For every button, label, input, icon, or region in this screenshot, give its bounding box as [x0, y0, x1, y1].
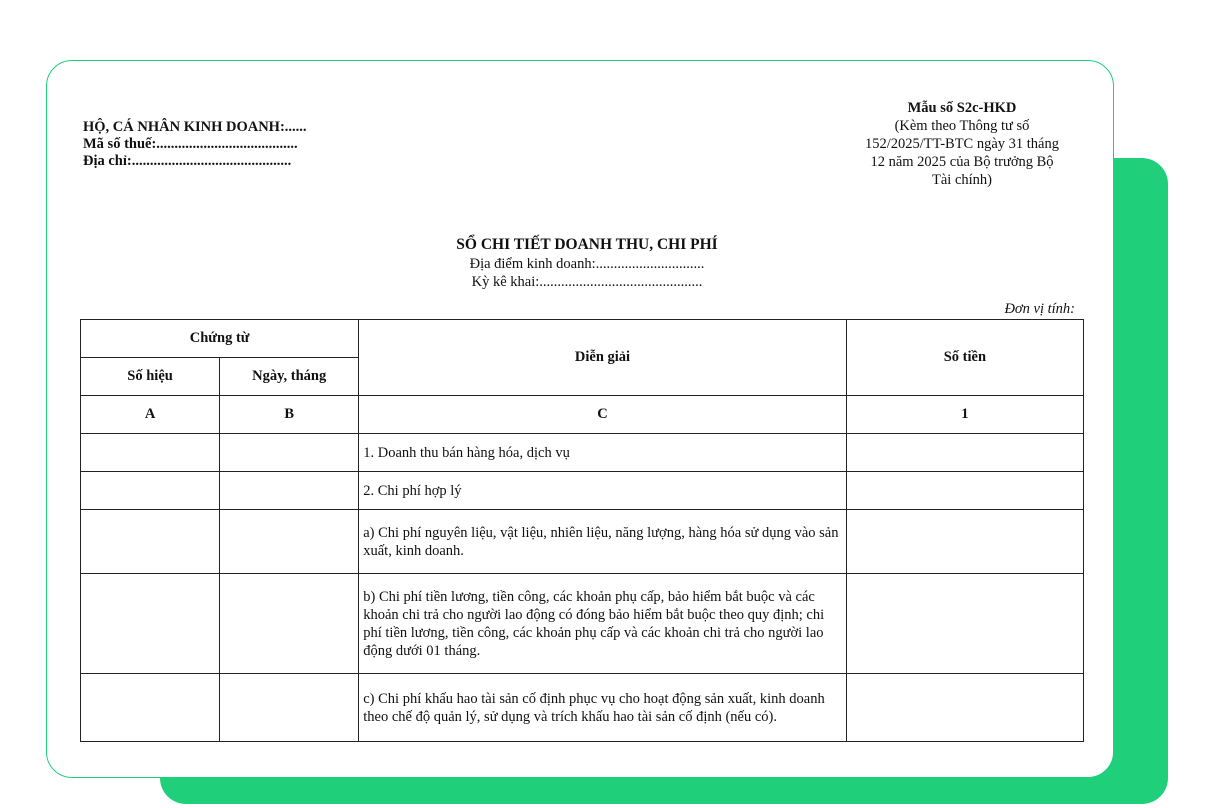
form-reference-line-3: 12 năm 2025 của Bộ trưởng Bộ — [870, 154, 1054, 170]
voucher-group-header: Chứng từ — [81, 320, 359, 358]
form-reference-block — [837, 99, 1087, 189]
description-cell: a) Chi phí nguyên liệu, vật liệu, nhiên liệu, năng lượng, hàng hóa sử dụng vào sản xuất, kinh doanh. — [359, 510, 846, 574]
voucher-date-cell[interactable] — [220, 574, 359, 674]
form-number: Mẫu số S2c-HKD — [907, 100, 1017, 116]
table-row — [81, 510, 1084, 574]
column-code: B — [220, 396, 359, 434]
amount-cell[interactable] — [846, 434, 1083, 472]
document-title-block — [347, 235, 827, 291]
tax-code-line: Mã số thuế:....................................... — [83, 136, 298, 152]
amount-cell[interactable] — [846, 510, 1083, 574]
voucher-date-cell[interactable] — [220, 472, 359, 510]
address-line: Địa chỉ:............................................ — [83, 153, 292, 169]
amount-cell[interactable] — [846, 472, 1083, 510]
table-row — [81, 472, 1084, 510]
document-card — [46, 60, 1114, 778]
unit-label: Đơn vị tính: — [1004, 301, 1075, 317]
description-cell: 2. Chi phí hợp lý — [359, 472, 846, 510]
voucher-number-cell[interactable] — [81, 510, 220, 574]
column-code: A — [81, 396, 220, 434]
form-reference-line-1: (Kèm theo Thông tư số — [894, 118, 1030, 134]
ledger-table — [80, 319, 1084, 742]
voucher-number-header: Số hiệu — [81, 358, 220, 396]
voucher-date-cell[interactable] — [220, 674, 359, 742]
voucher-number-cell[interactable] — [81, 472, 220, 510]
business-info-block — [83, 119, 307, 170]
amount-cell[interactable] — [846, 674, 1083, 742]
column-code-row — [81, 396, 1084, 434]
column-code: C — [359, 396, 846, 434]
form-reference-line-4: Tài chính) — [932, 172, 992, 188]
description-cell: 1. Doanh thu bán hàng hóa, dịch vụ — [359, 434, 846, 472]
table-row — [81, 434, 1084, 472]
voucher-date-header: Ngày, tháng — [220, 358, 359, 396]
description-header: Diễn giải — [359, 320, 846, 396]
voucher-date-cell[interactable] — [220, 434, 359, 472]
description-cell: c) Chi phí khấu hao tài sản cố định phục vụ cho hoạt động sản xuất, kinh doanh theo chế độ quản lý, sử dụng và trích khấu hao tài sản cố định (nếu có). — [359, 674, 846, 742]
table-row — [81, 574, 1084, 674]
amount-header: Số tiền — [846, 320, 1083, 396]
business-name-line: HỘ, CÁ NHÂN KINH DOANH:...... — [83, 119, 307, 135]
declaration-period-line: Kỳ kê khai:............................................. — [471, 274, 703, 290]
table-header-row — [81, 320, 1084, 358]
voucher-number-cell[interactable] — [81, 574, 220, 674]
business-location-line: Địa điểm kinh doanh:.............................. — [469, 256, 705, 272]
amount-cell[interactable] — [846, 574, 1083, 674]
document-title: SỔ CHI TIẾT DOANH THU, CHI PHÍ — [456, 236, 718, 253]
form-reference-line-2: 152/2025/TT-BTC ngày 31 tháng — [865, 136, 1059, 152]
table-row — [81, 674, 1084, 742]
column-code: 1 — [846, 396, 1083, 434]
description-cell: b) Chi phí tiền lương, tiền công, các khoản phụ cấp, bảo hiểm bắt buộc và các khoản chi trả cho người lao động có đóng bảo hiểm bắt buộc theo quy định; chi phí tiền lương, tiền công, các khoản phụ cấp và các khoản chi trả cho người lao động dưới 01 tháng. — [359, 574, 846, 674]
voucher-number-cell[interactable] — [81, 434, 220, 472]
voucher-date-cell[interactable] — [220, 510, 359, 574]
voucher-number-cell[interactable] — [81, 674, 220, 742]
